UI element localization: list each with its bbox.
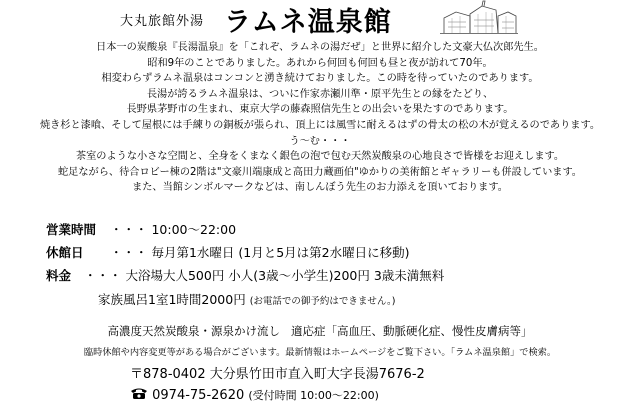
- spring-type: 高濃度天然炭酸泉・源泉かけ流し: [107, 324, 281, 338]
- hours-value: ・・・ 10:00〜22:00: [110, 222, 237, 237]
- fee-value: ・・・ 大浴場大人500円 小人(3歳〜小学生)200円 3歳未満無料: [84, 268, 445, 283]
- address-row: [130, 363, 425, 382]
- closed-value: ・・・ 毎月第1水曜日 (1月と5月は第2水曜日に移動): [110, 245, 410, 260]
- intro-line: う〜む・・・: [289, 135, 351, 147]
- notice-text: 臨時休館や内容変更等がある場合がございます。最新情報はホームページをご覧下さい。「ラムネ温泉館」で検索。: [83, 347, 557, 358]
- building-sketch-illustration: [440, 0, 518, 34]
- fee-row: [46, 266, 444, 284]
- intro-line: また、当館シンボルマークなどは、南しんぼう先生のお力添えを頂いております。: [132, 182, 508, 194]
- spring-indications: 適応症「高血圧、動脈硬化症、慢性皮膚病等」: [290, 324, 533, 338]
- intro-line: 昭和9年のことでありました。あれから何回も何回も昼と夜が訪れて70年。: [147, 57, 493, 69]
- postal-code: 〒878-0402: [130, 367, 206, 382]
- header-subtitle: 大丸旅館外湯: [120, 14, 205, 29]
- introduction-text: [0, 40, 640, 196]
- phone-hours: (受付時間 10:00〜22:00): [248, 389, 379, 402]
- telephone-icon: [130, 387, 148, 400]
- hours-label: 営業時間: [46, 222, 97, 237]
- family-bath-row: [98, 290, 395, 308]
- phone-number: 0974-75-2620: [152, 388, 245, 403]
- intro-line: 焼き杉と漆喰、そして屋根には手練りの銅板が張られ、頂上には風雪に耐えるはずの骨太の松の木が覚えるのであります。: [39, 119, 601, 131]
- header: [0, 0, 640, 36]
- intro-line: 長湯が誇るラムネ温泉は、ついに作家赤瀬川準・原平先生との縁をたどり、: [146, 88, 494, 100]
- address-text: 大分県竹田市直入町大字長湯7676-2: [209, 367, 425, 382]
- hours-row: [46, 220, 236, 238]
- intro-line: 茶室のような小さな空間と、全身をくまなく銀色の泡で包む天然炭酸泉の心地良さで皆様をお迎えします。: [75, 151, 565, 163]
- intro-line: 長野県茅野市の生まれ、東京大学の藤森照信先生との出会いを果たすのであります。: [126, 104, 514, 116]
- family-bath-note: (お電話での御予約はできません。): [249, 296, 396, 307]
- spring-info: [0, 323, 640, 339]
- page-title: ラムネ温泉館: [224, 7, 392, 38]
- closed-label: 休館日: [46, 245, 84, 260]
- family-bath-price: 家族風呂1室1時間2000円: [98, 292, 246, 307]
- intro-line: 相変わらずラムネ温泉はコンコンと湧き続けておりました。この時を待っていたのであります。: [101, 73, 539, 85]
- intro-line: 蛇足ながら、待合ロビー棟の2階は"文豪川端康成と高田力蔵画伯"ゆかりの美術館とギャラリーも併設しています。: [58, 166, 582, 178]
- intro-line: 日本一の炭酸泉『長湯温泉』を「これぞ、ラムネの湯だぜ」と世界に紹介した文豪大仏次郎先生。: [96, 42, 544, 53]
- closed-row: [46, 243, 410, 261]
- phone-row: [130, 387, 379, 403]
- fee-label: 料金: [46, 268, 72, 283]
